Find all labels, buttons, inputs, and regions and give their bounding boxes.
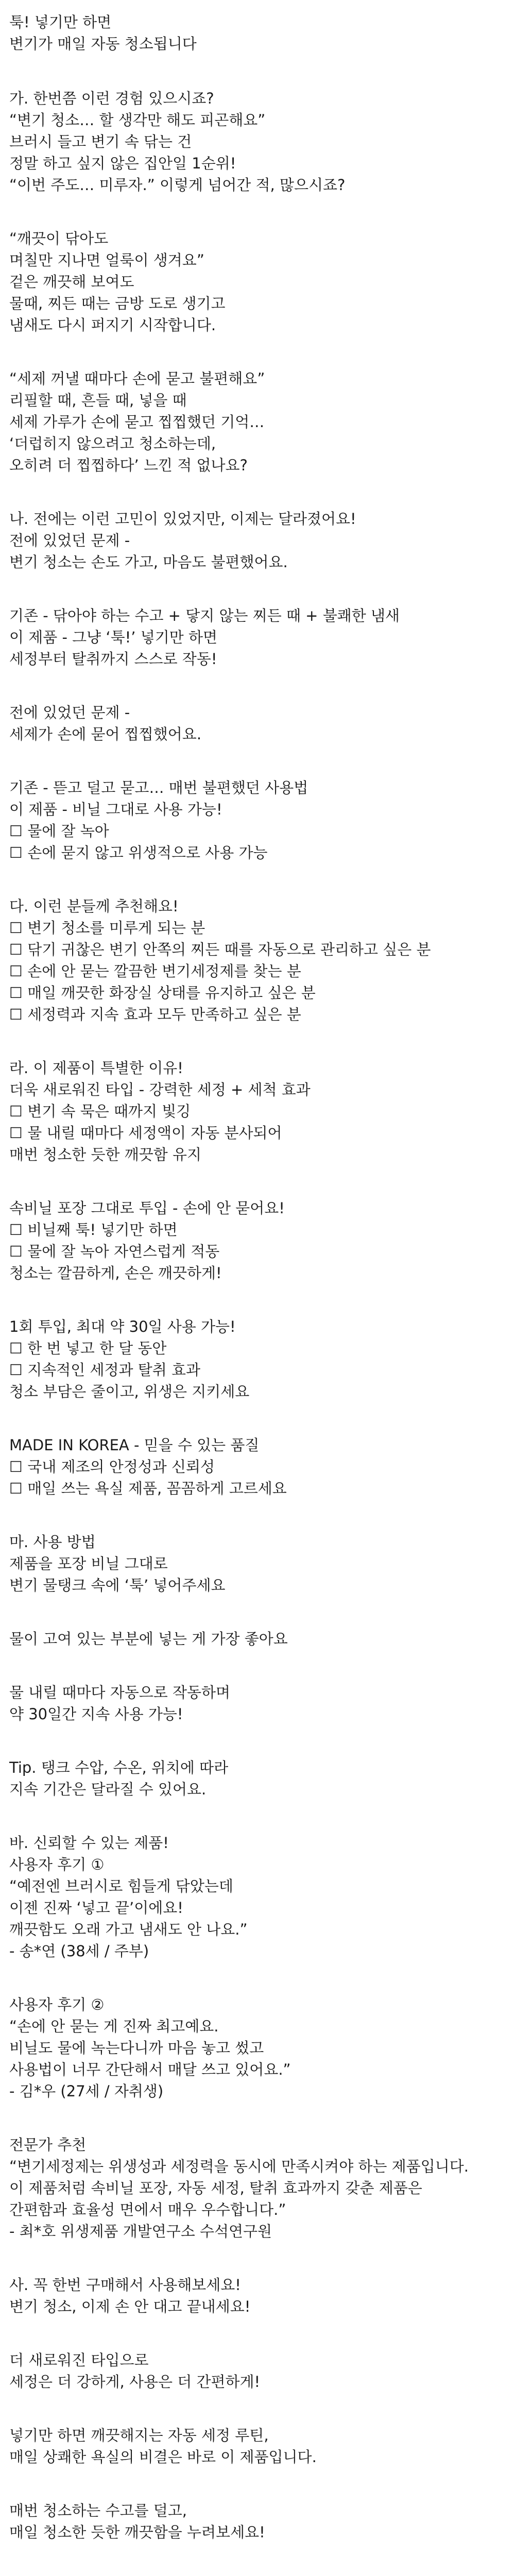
text-line: 물 내릴 때마다 자동으로 작동하며 xyxy=(9,1684,231,1701)
text-line: 세정은 더 강하게, 사용은 더 간편하게! xyxy=(9,2373,261,2391)
text-line: “손에 안 묻는 게 진짜 최고예요. xyxy=(9,2018,219,2035)
text-block xyxy=(9,1832,515,1962)
text-line: 전에 있었던 문제 - xyxy=(9,704,130,721)
text-line: ☐ 물에 잘 녹아 자연스럽게 적동 xyxy=(9,1243,220,1260)
text-line: “세제 꺼낼 때마다 손에 묻고 불편해요” xyxy=(9,370,265,387)
text-block xyxy=(9,1682,515,1725)
text-line: 물이 고여 있는 부분에 넣는 게 가장 좋아요 xyxy=(9,1630,288,1648)
text-block xyxy=(9,2349,515,2393)
text-line: ☐ 한 번 넣고 한 달 동안 xyxy=(9,1340,167,1357)
text-line: 오히려 더 찝찝하다’ 느낀 적 없나요? xyxy=(9,456,248,474)
text-line: 정말 하고 싶지 않은 집안일 1순위! xyxy=(9,155,236,172)
text-line: 기존 - 뜯고 덜고 묻고… 매번 불편했던 사용법 xyxy=(9,779,308,796)
text-line: 이 제품 - 그냥 ‘툭!’ 넣기만 하면 xyxy=(9,629,217,646)
text-line: ☐ 비닐째 툭! 넣기만 하면 xyxy=(9,1221,178,1239)
text-line: 변기 청소, 이제 손 안 대고 끝내세요! xyxy=(9,2298,251,2315)
text-block xyxy=(9,1197,515,1284)
text-line: ☐ 매일 쓰는 욕실 제품, 꼼꼼하게 고르세요 xyxy=(9,1480,287,1497)
text-block xyxy=(9,2274,515,2317)
text-line: ☐ 지속적인 세정과 탈취 효과 xyxy=(9,1361,201,1379)
text-line: “변기세정제는 위생성과 세정력을 동시에 만족시켜야 하는 제품입니다. xyxy=(9,2158,469,2175)
text-line: 물때, 찌든 때는 금방 도로 생기고 xyxy=(9,295,226,312)
text-line: 약 30일간 지속 사용 가능! xyxy=(9,1705,183,1723)
text-line: 다. 이런 분들께 추천해요! xyxy=(9,897,179,915)
text-line: 비닐도 물에 녹는다니까 마음 놓고 썼고 xyxy=(9,2039,264,2057)
text-line: 깨끗함도 오래 가고 냄새도 안 나요.” xyxy=(9,1921,248,1938)
text-block xyxy=(9,2425,515,2468)
text-block xyxy=(9,1531,515,1596)
text-line: 넣기만 하면 깨끗해지는 자동 세정 루틴, xyxy=(9,2427,269,2444)
text-line: 세정부터 탈취까지 스스로 작동! xyxy=(9,650,217,668)
text-block xyxy=(9,895,515,1025)
text-line: MADE IN KOREA - 믿을 수 있는 품질 xyxy=(9,1436,260,1454)
text-line: Tip. 탱크 수압, 수온, 위치에 따라 xyxy=(9,1759,229,1776)
text-line: 겉은 깨끗해 보여도 xyxy=(9,273,134,291)
text-block xyxy=(9,2500,515,2543)
text-line: 더욱 새로워진 타입 - 강력한 세정 + 세척 효과 xyxy=(9,1081,311,1098)
text-block xyxy=(9,777,515,863)
text-line: ‘더럽히지 않으려고 청소하는데, xyxy=(9,435,216,452)
text-line: 전에 있었던 문제 - xyxy=(9,532,130,549)
text-block xyxy=(9,1628,515,1650)
text-block xyxy=(9,702,515,745)
text-line: 청소 부담은 줄이고, 위생은 지키세요 xyxy=(9,1383,250,1400)
text-block xyxy=(9,11,515,55)
text-line: 변기가 매일 자동 청소됩니다 xyxy=(9,35,197,53)
text-block xyxy=(9,2134,515,2242)
text-block xyxy=(9,228,515,336)
text-block xyxy=(9,1757,515,1800)
text-line: 바. 신뢰할 수 있는 제품! xyxy=(9,1834,169,1852)
text-line: “깨끗이 닦아도 xyxy=(9,230,109,247)
text-line: 사. 꼭 한번 구매해서 사용해보세요! xyxy=(9,2276,241,2294)
text-block xyxy=(9,605,515,670)
text-line: 나. 전에는 이런 고민이 있었지만, 이제는 달라졌어요! xyxy=(9,510,356,528)
text-line: 매번 청소하는 수고를 덜고, xyxy=(9,2502,187,2519)
text-line: 속비닐 포장 그대로 투입 - 손에 안 묻어요! xyxy=(9,1199,285,1217)
text-line: 변기 물탱크 속에 ‘툭’ 넣어주세요 xyxy=(9,1577,226,1594)
text-line: 가. 한번쯤 이런 경험 있으시죠? xyxy=(9,90,214,107)
text-line: 간편함과 효율성 면에서 매우 우수합니다.” xyxy=(9,2201,286,2218)
text-line: 이젠 진짜 ‘넣고 끝’이에요! xyxy=(9,1899,183,1917)
text-line: 세제가 손에 묻어 찝찝했어요. xyxy=(9,725,202,743)
text-line: 세제 가루가 손에 묻고 찝찝했던 기억… xyxy=(9,413,265,431)
text-line: 전문가 추천 xyxy=(9,2136,87,2154)
text-line: ☐ 변기 청소를 미루게 되는 분 xyxy=(9,919,205,937)
text-line: 이 제품 - 비닐 그대로 사용 가능! xyxy=(9,801,222,818)
text-line: 사용자 후기 ② xyxy=(9,1996,105,2013)
text-line: ☐ 매일 깨끗한 화장실 상태를 유지하고 싶은 분 xyxy=(9,984,316,1002)
text-line: “이번 주도… 미루자.” 이렇게 넘어간 적, 많으시죠? xyxy=(9,176,346,194)
text-line: 리필할 때, 흔들 때, 넣을 때 xyxy=(9,392,187,409)
text-line: 매일 상쾌한 욕실의 비결은 바로 이 제품입니다. xyxy=(9,2448,317,2466)
text-line: 매일 청소한 듯한 깨끗함을 누려보세요! xyxy=(9,2523,265,2541)
text-line: 라. 이 제품이 특별한 이유! xyxy=(9,1059,183,1077)
text-line: ☐ 국내 제조의 안정성과 신뢰성 xyxy=(9,1458,215,1476)
text-line: ☐ 세정력과 지속 효과 모두 만족하고 싶은 분 xyxy=(9,1006,301,1023)
text-block xyxy=(9,1434,515,1499)
text-line: 더 새로워진 타입으로 xyxy=(9,2351,149,2369)
text-line: 툭! 넣기만 하면 xyxy=(9,13,112,31)
text-line: 기존 - 닦아야 하는 수고 + 닿지 않는 찌든 때 + 불쾌한 냄새 xyxy=(9,607,400,624)
text-line: 마. 사용 방법 xyxy=(9,1533,96,1551)
text-line: 브러시 들고 변기 속 닦는 건 xyxy=(9,133,192,150)
text-line: ☐ 닦기 귀찮은 변기 안쪽의 찌든 때를 자동으로 관리하고 싶은 분 xyxy=(9,941,431,958)
text-block xyxy=(9,1316,515,1402)
text-line: 청소는 깔끔하게, 손은 깨끗하게! xyxy=(9,1264,222,1282)
text-block xyxy=(9,508,515,573)
text-line: ☐ 물에 잘 녹아 xyxy=(9,822,109,840)
text-line: 사용법이 너무 간단해서 매달 쓰고 있어요.” xyxy=(9,2061,291,2078)
text-line: 냄새도 다시 퍼지기 시작합니다. xyxy=(9,316,216,334)
text-line: ☐ 변기 속 묵은 때까지 빛깅 xyxy=(9,1103,191,1120)
text-line: “예전엔 브러시로 힘들게 닦았는데 xyxy=(9,1877,233,1895)
text-line: - 최*호 위생제품 개발연구소 수석연구원 xyxy=(9,2223,272,2240)
text-line: 매번 청소한 듯한 깨끗함 유지 xyxy=(9,1146,202,1163)
text-line: - 김*우 (27세 / 자취생) xyxy=(9,2082,164,2100)
text-line: 제품을 포장 비닐 그대로 xyxy=(9,1555,168,1572)
text-block xyxy=(9,1994,515,2102)
text-block xyxy=(9,88,515,196)
text-line: ☐ 물 내릴 때마다 세정액이 자동 분사되어 xyxy=(9,1124,282,1142)
text-line: 사용자 후기 ① xyxy=(9,1856,105,1873)
text-line: 지속 기간은 달라질 수 있어요. xyxy=(9,1781,207,1798)
text-line: 며칠만 지나면 얼룩이 생겨요” xyxy=(9,251,204,269)
text-line: 이 제품처럼 속비닐 포장, 자동 세정, 탈취 효과까지 갖춘 제품은 xyxy=(9,2179,422,2197)
text-block xyxy=(9,368,515,476)
text-line: 변기 청소는 손도 가고, 마음도 불편했어요. xyxy=(9,553,288,571)
text-line: ☐ 손에 안 묻는 깔끔한 변기세정제를 찾는 분 xyxy=(9,962,301,980)
text-line: “변기 청소… 할 생각만 해도 피곤해요” xyxy=(9,111,266,129)
text-line: - 송*연 (38세 / 주부) xyxy=(9,1942,149,1960)
text-line: ☐ 손에 묻지 않고 위생적으로 사용 가능 xyxy=(9,844,268,861)
text-block xyxy=(9,1057,515,1165)
text-line: 1회 투입, 최대 약 30일 사용 가능! xyxy=(9,1318,236,1335)
